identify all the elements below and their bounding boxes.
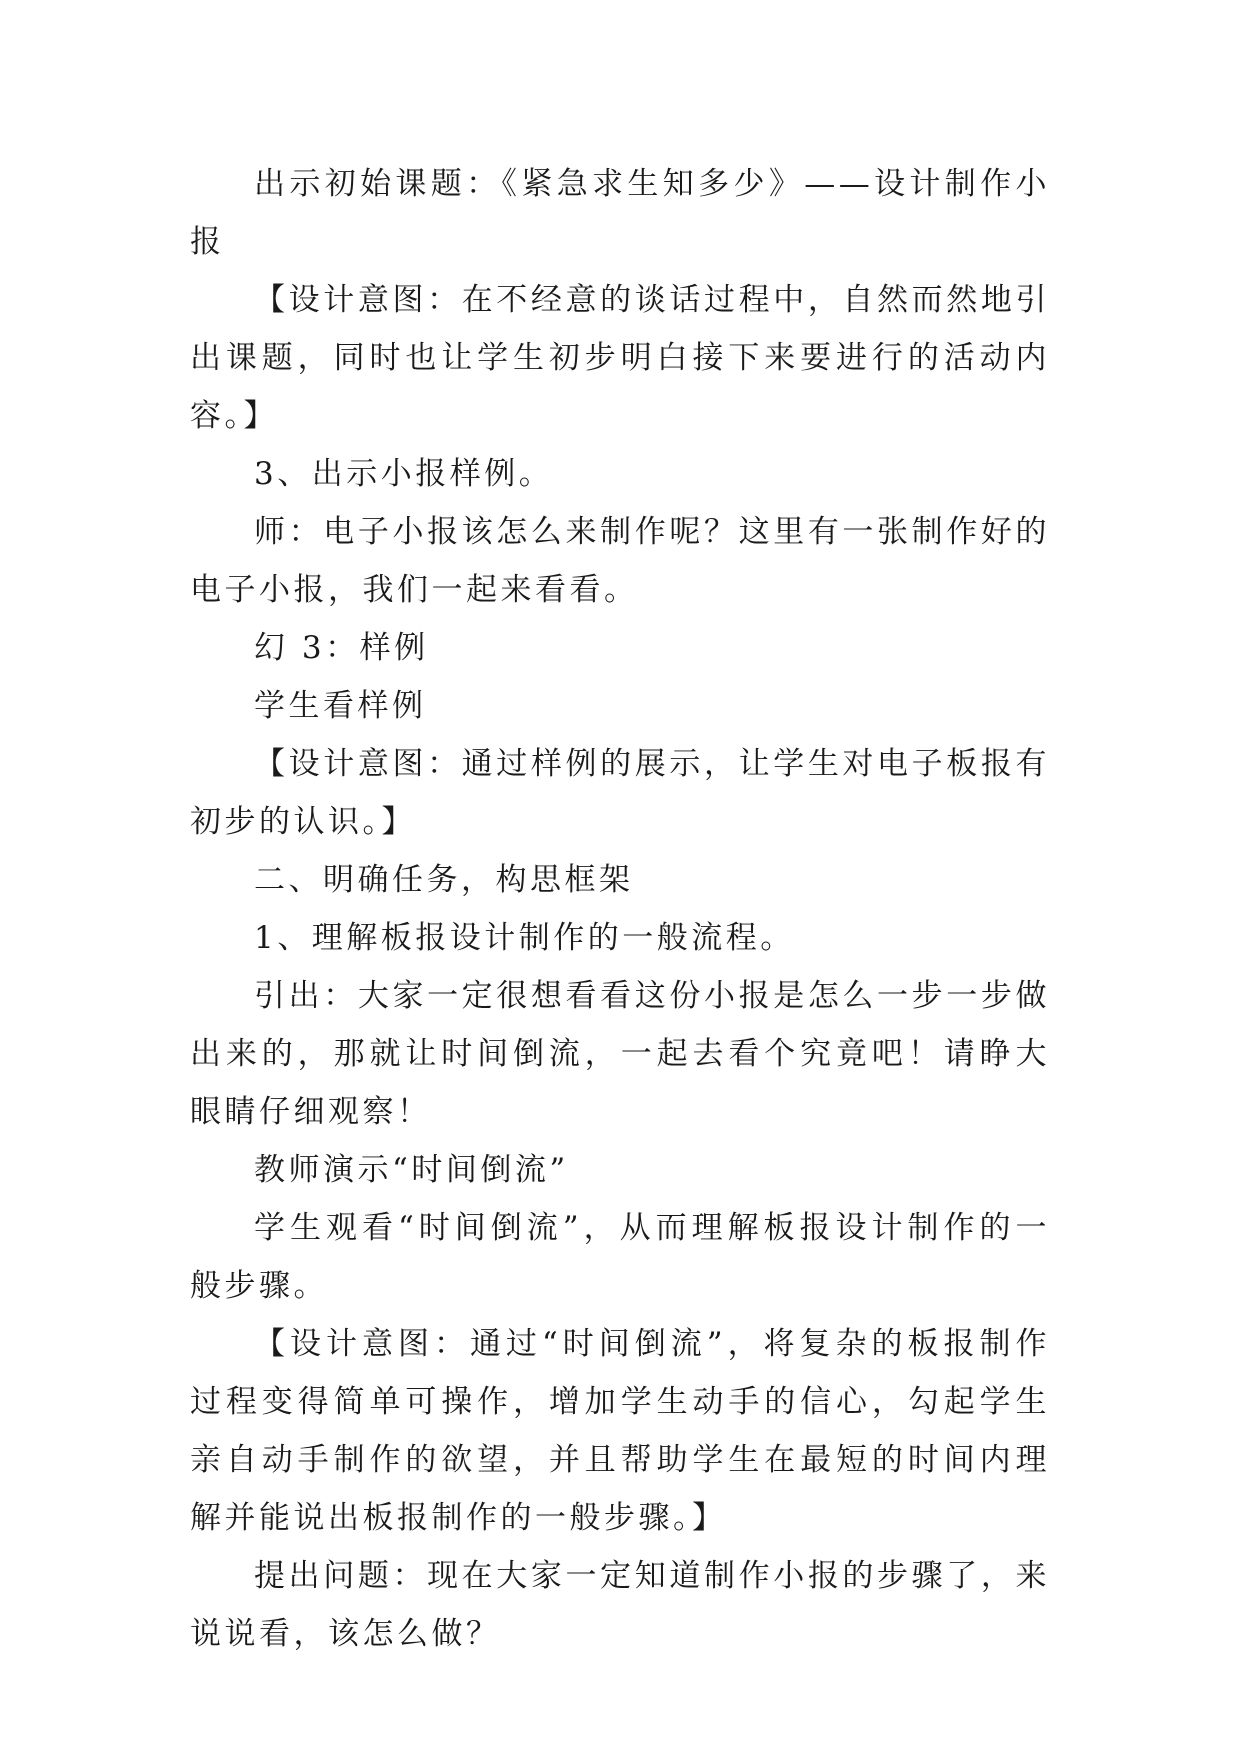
paragraph-slide-3: 幻 3：样例 bbox=[254, 630, 429, 666]
paragraph-raise-question: 提出问题：现在大家一定知道制作小报的步骤了，来说说看，该怎么做？ bbox=[190, 1558, 1050, 1652]
paragraph-step-3: 3、出示小报样例。 bbox=[254, 456, 554, 492]
paragraph-teacher-demo: 教师演示“时间倒流” bbox=[254, 1152, 569, 1188]
document-body bbox=[190, 155, 1050, 1663]
paragraph-step-1: 1、理解板报设计制作的一般流程。 bbox=[254, 920, 795, 956]
paragraph-design-intent-2: 【设计意图：通过样例的展示，让学生对电子板报有初步的认识。】 bbox=[190, 746, 1050, 840]
paragraph-design-intent-3: 【设计意图：通过“时间倒流”，将复杂的板报制作过程变得简单可操作，增加学生动手的信心，勾起学生亲自动手制作的欲望，并且帮助学生在最短的时间内理解并能说出板报制作的一般步骤。】 bbox=[190, 1326, 1050, 1536]
paragraph-design-intent-1: 【设计意图：在不经意的谈话过程中，自然而然地引出课题，同时也让学生初步明白接下来要进行的活动内容。】 bbox=[190, 282, 1050, 434]
paragraph-students-view-sample: 学生看样例 bbox=[254, 688, 427, 724]
paragraph-initial-topic: 出示初始课题：《紧急求生知多少》——设计制作小报 bbox=[190, 166, 1050, 260]
paragraph-teacher-question: 师：电子小报该怎么来制作呢？这里有一张制作好的电子小报，我们一起来看看。 bbox=[190, 514, 1050, 608]
paragraph-lead-in: 引出：大家一定很想看看这份小报是怎么一步一步做出来的，那就让时间倒流，一起去看个究竟吧！请睁大眼睛仔细观察！ bbox=[190, 978, 1050, 1130]
section-heading-2: 二、明确任务，构思框架 bbox=[254, 862, 634, 898]
paragraph-students-watch: 学生观看“时间倒流”，从而理解板报设计制作的一般步骤。 bbox=[190, 1210, 1050, 1304]
